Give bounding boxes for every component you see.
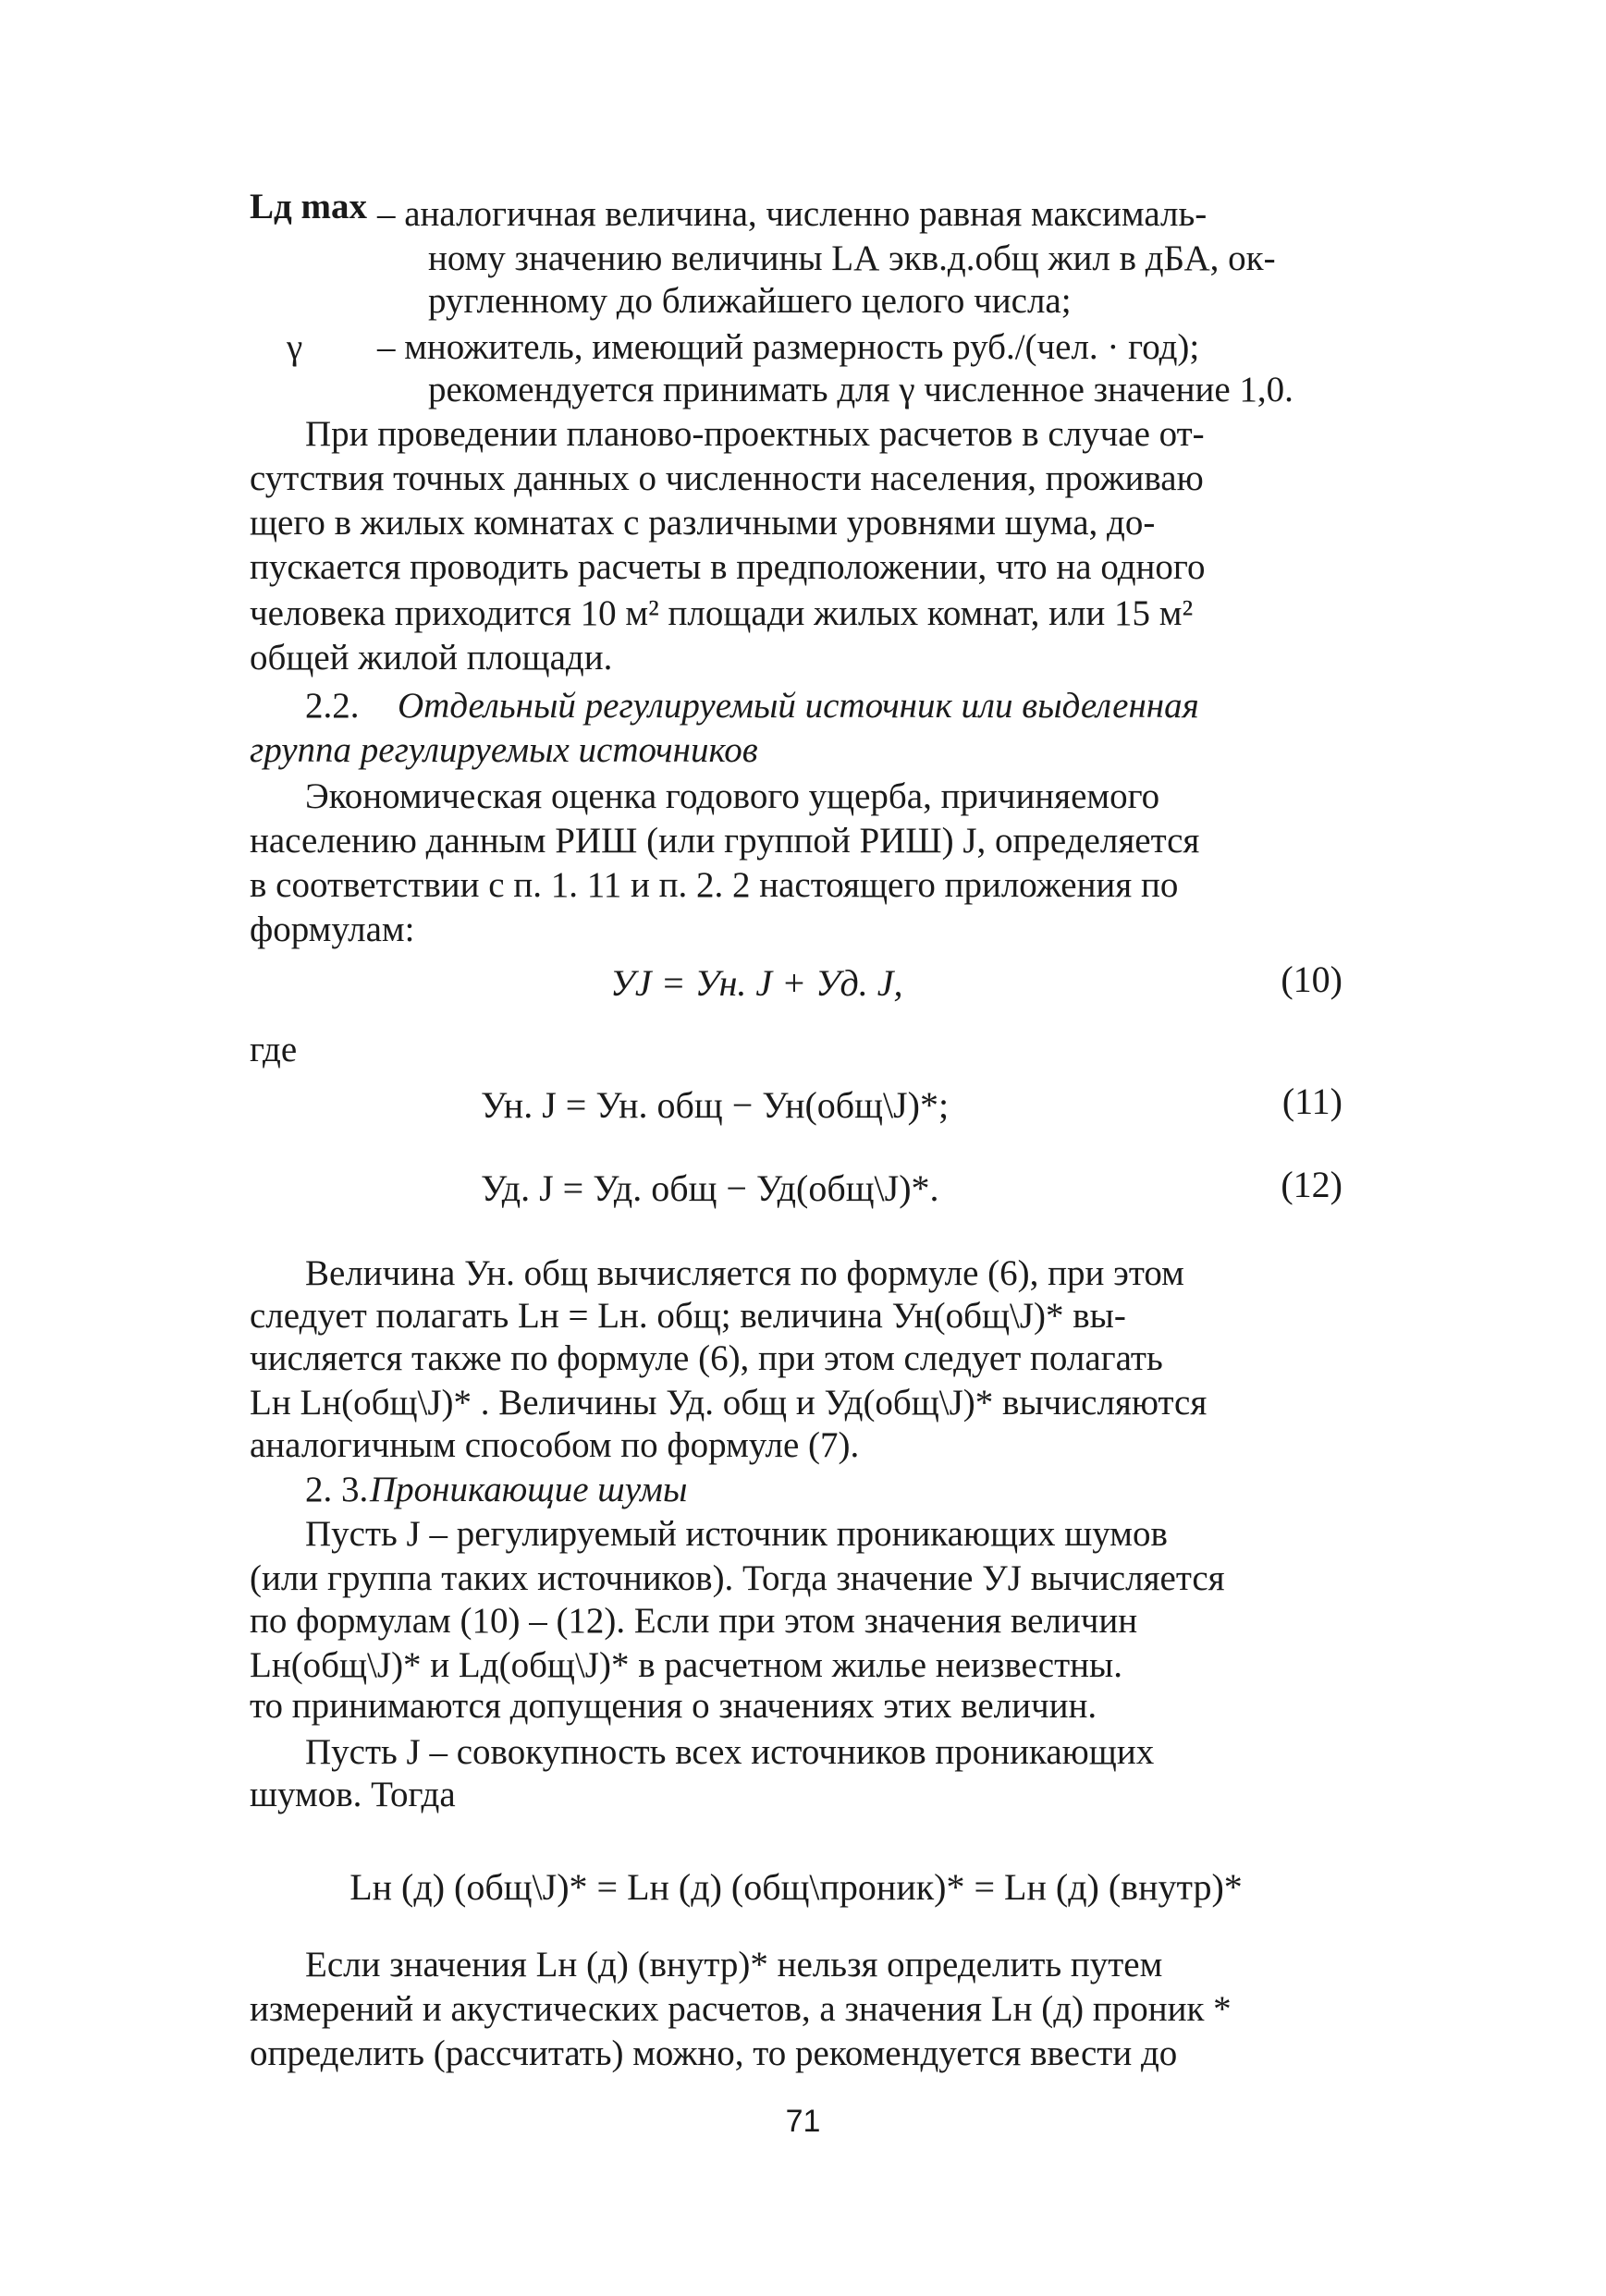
text-line: Пусть J – регулируемый источник проникающих шумов [305, 1514, 1168, 1554]
formula-internal-noise: Lн (д) (общ\J)* = Lн (д) (общ\проник)* = Lн (д) (внутр)* [349, 1866, 1243, 1908]
text-line: пускается проводить расчеты в предположении, что на одного [250, 547, 1206, 587]
text-line: человека приходится 10 м² площади жилых комнат, или 15 м² [250, 593, 1194, 633]
text-line: Lн Lн(общ\J)* . Величины Уд. общ и Уд(общ\J)* вычисляются [250, 1383, 1208, 1423]
text-line: Величина Ун. общ вычисляется по формуле (6), при этом [305, 1253, 1184, 1293]
text-line: измерений и акустических расчетов, а значения Lн (д) проник * [250, 1989, 1232, 2029]
text-line: Если значения Lн (д) (внутр)* нельзя определить путем [305, 1945, 1163, 1985]
definition-line: ругленному до ближайшего целого числа; [428, 281, 1072, 321]
text-line: населению данным РИШ (или группой РИШ) J, определяется [250, 821, 1200, 861]
text-line: (или группа таких источников). Тогда значение УJ вычисляется [250, 1558, 1225, 1598]
definition-line: рекомендуется принимать для γ численное значение 1,0. [428, 370, 1293, 409]
text-line: Lн(общ\J)* и Lд(общ\J)* в расчетном жилье неизвестны. [250, 1645, 1122, 1685]
where-label: где [250, 1030, 298, 1069]
section-title: Проникающие шумы [370, 1470, 688, 1509]
definition-line: ному значению величины LА экв.д.общ жил в дБА, ок- [428, 238, 1276, 278]
section-title: Отдельный регулируемый источник или выделенная [398, 686, 1199, 726]
text-line: формулам: [250, 910, 415, 949]
text-line: Пусть J – совокупность всех источников проникающих [305, 1732, 1155, 1772]
formula-12: Уд. J = Уд. общ − Уд(общ\J)*. [481, 1167, 939, 1209]
text-line: по формулам (10) – (12). Если при этом значения величин [250, 1601, 1138, 1641]
text-line: сутствия точных данных о численности населения, проживаю [250, 458, 1204, 498]
text-line: общей жилой площади. [250, 638, 613, 678]
text-line: шумов. Тогда [250, 1775, 456, 1814]
text-line: Экономическая оценка годового ущерба, причиняемого [305, 776, 1160, 816]
formula-number: (11) [1281, 1081, 1342, 1122]
text-line: аналогичным способом по формуле (7). [250, 1425, 860, 1465]
text-line: числяется также по формуле (6), при этом следует полагать [250, 1338, 1163, 1378]
definition-line: – аналогичная величина, численно равная максималь- [377, 194, 1208, 234]
text-line: щего в жилых комнатах с различными уровнями шума, до- [250, 503, 1156, 543]
section-number: 2. 3. [305, 1470, 369, 1509]
definition-symbol-lmax: Lд max [250, 187, 367, 226]
text-line: следует полагать Lн = Lн. общ; величина Ун(общ\J)* вы- [250, 1296, 1126, 1336]
text-line: определить (рассчитать) можно, то рекомендуется ввести до [250, 2033, 1178, 2073]
formula-number: (10) [1281, 959, 1342, 1000]
text-line: то принимаются допущения о значениях этих величин. [250, 1686, 1097, 1726]
text-line: в соответствии с п. 1. 11 и п. 2. 2 настоящего приложения по [250, 865, 1179, 905]
section-number: 2.2. [305, 686, 360, 726]
formula-number: (12) [1281, 1164, 1342, 1205]
formula-10: УJ = Ун. J + Уд. J, [610, 962, 903, 1004]
definition-line: – множитель, имеющий размерность руб./(чел. · год); [377, 327, 1200, 367]
text-line: При проведении планово-проектных расчетов в случае от- [305, 414, 1205, 454]
page-number: 71 [785, 2104, 821, 2139]
formula-11: Ун. J = Ун. общ − Ун(общ\J)*; [481, 1084, 950, 1126]
section-title: группа регулируемых источников [250, 730, 758, 770]
definition-symbol-gamma: γ [287, 327, 303, 367]
